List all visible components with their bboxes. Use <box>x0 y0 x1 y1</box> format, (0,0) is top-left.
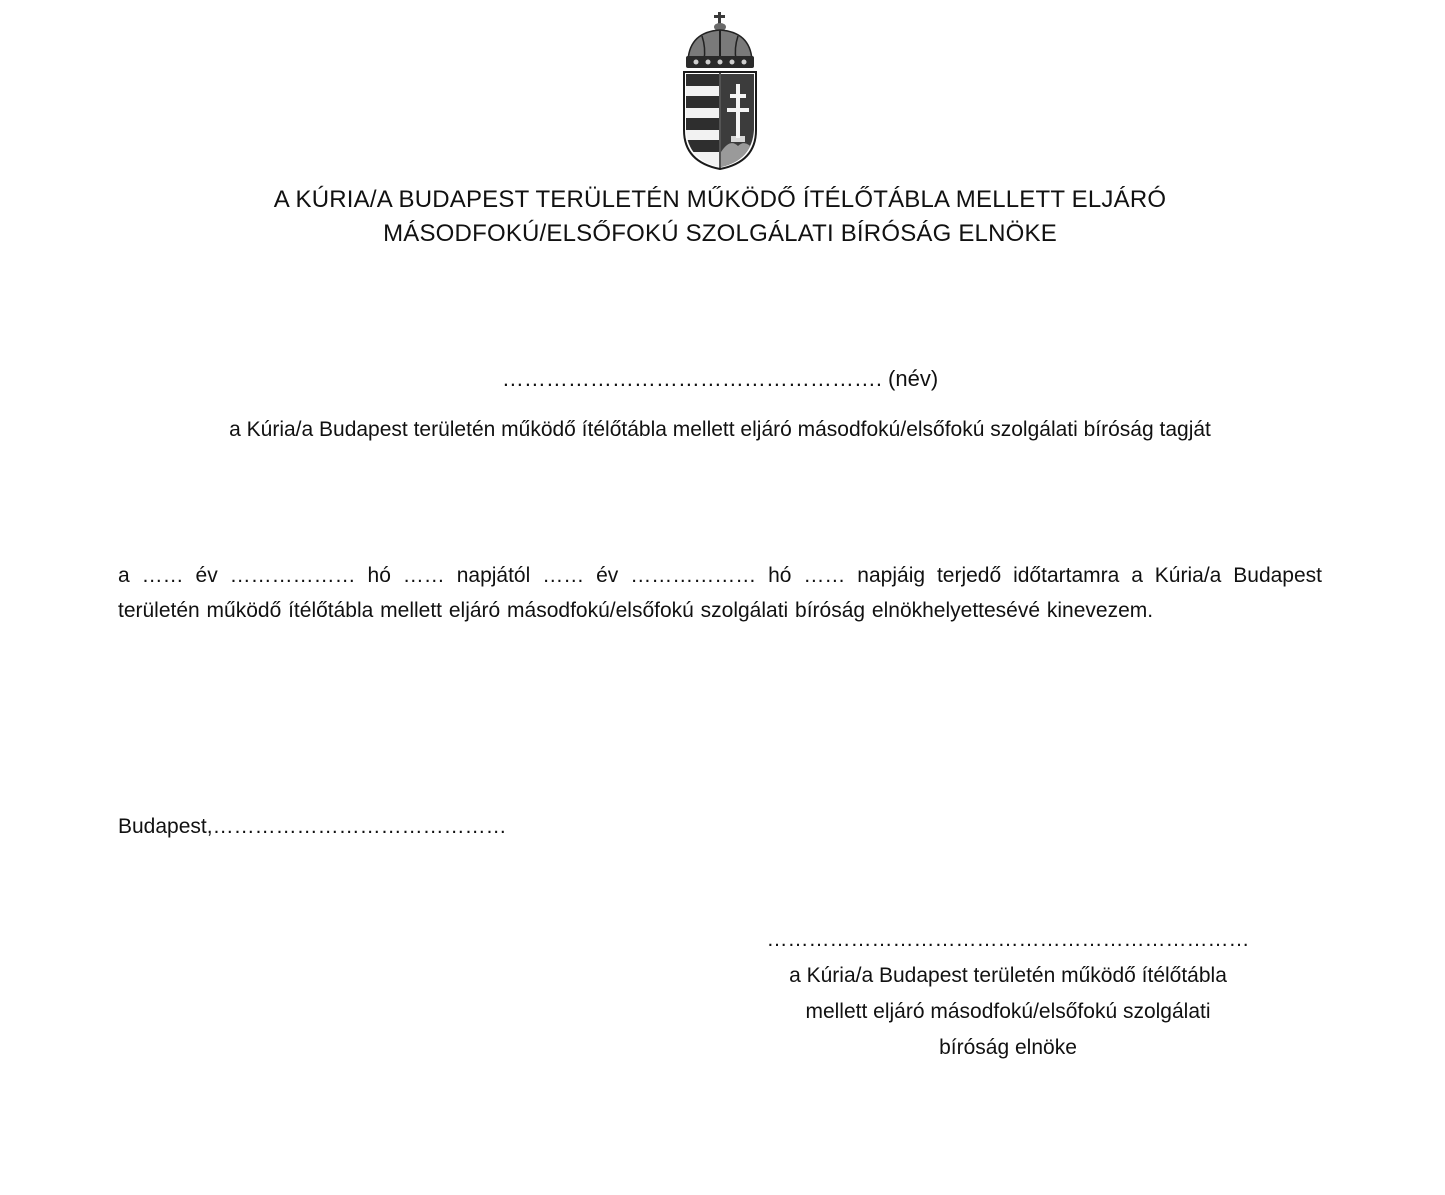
appointment-paragraph: a …… év ……………… hó …… napjától …… év ……………… hó …… napjáig terjedő időtartamra a Kúria/a Budapest területén működő ítélőtábla mellett eljáró másodfokú/elsőfokú szolgálati bíróság elnökhelyettesévé kinevezem. <box>118 564 1322 622</box>
place-date-line: Budapest,…………………………………… <box>118 815 507 838</box>
signature-block <box>720 922 1296 1066</box>
signatory-title: a Kúria/a Budapest területén működő ítélőtábla mellett eljáró másodfokú/elsőfokú szolgálati bíróság elnöke <box>789 964 1227 1059</box>
document-title <box>0 183 1440 251</box>
coat-of-arms-icon <box>680 12 760 170</box>
name-placeholder-line: ……………………………………………. (név) <box>501 366 939 391</box>
signature-line: …………………………………………………………… <box>766 928 1250 951</box>
title-text: A KÚRIA/A BUDAPEST TERÜLETÉN MŰKÖDŐ ÍTÉLŐTÁBLA MELLETT ELJÁRÓ MÁSODFOKÚ/ELSŐFOKÚ SZOLGÁLATI BÍRÓSÁG ELNÖKE <box>273 186 1167 247</box>
member-description: a Kúria/a Budapest területén működő ítélőtábla mellett eljáró másodfokú/elsőfokú szolgálati bíróság tagját <box>229 418 1211 441</box>
